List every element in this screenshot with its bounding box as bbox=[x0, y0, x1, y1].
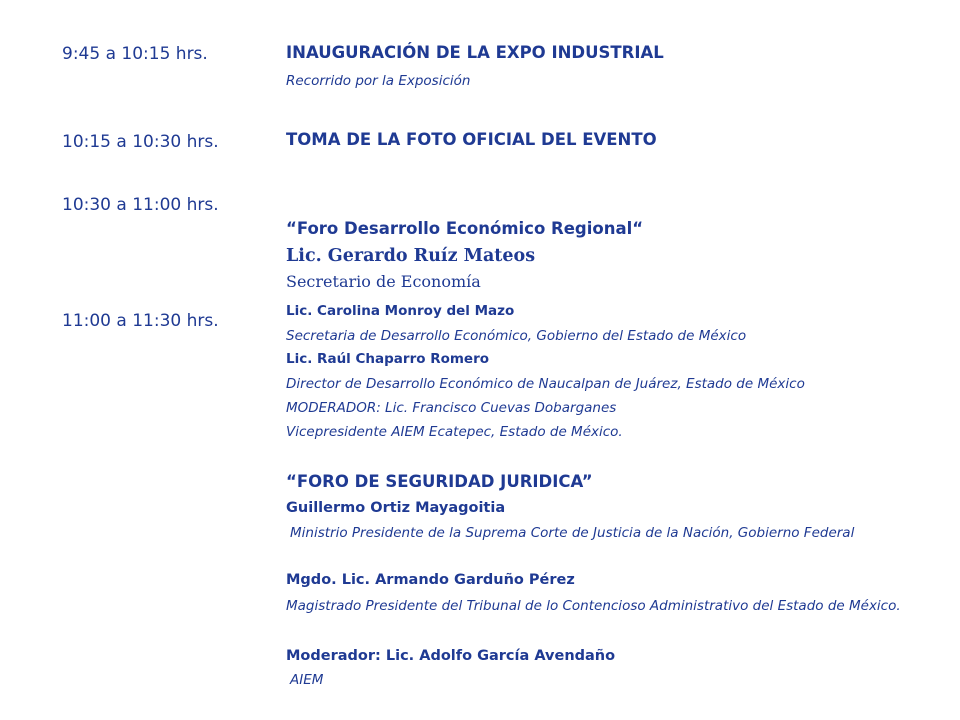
time-slot-1: 9:45 a 10:15 hrs. bbox=[62, 44, 208, 64]
foro-desarrollo-speaker1-role: Secretario de Economía bbox=[286, 272, 481, 291]
foro-seguridad-speaker1-role bbox=[286, 522, 914, 544]
foro-seguridad-speaker2-name: Mgdo. Lic. Armando Garduño Pérez bbox=[286, 572, 575, 588]
time-slot-4: 11:00 a 11:30 hrs. bbox=[62, 311, 219, 331]
foro-seguridad-speaker2-role-text: Magistrado Presidente del Tribunal de lo Contencioso Administrativo del Estado de México. bbox=[286, 598, 901, 614]
foro-seguridad-moderator-role: AIEM bbox=[290, 672, 324, 688]
inauguracion-subtitle: Recorrido por la Exposición bbox=[286, 73, 471, 89]
inauguracion-title: INAUGURACIÓN DE LA EXPO INDUSTRIAL bbox=[286, 43, 664, 62]
time-slot-2: 10:15 a 10:30 hrs. bbox=[62, 132, 219, 152]
foro-desarrollo-speaker3-name: Lic. Raúl Chaparro Romero bbox=[286, 351, 490, 367]
foro-seguridad-speaker1-name: Guillermo Ortiz Mayagoitia bbox=[286, 500, 506, 516]
foro-seguridad-speaker2-role bbox=[286, 595, 914, 617]
foro-desarrollo-speaker2-name: Lic. Carolina Monroy del Mazo bbox=[286, 303, 515, 319]
foro-desarrollo-speaker3-role: Director de Desarrollo Económico de Naucalpan de Juárez, Estado de México bbox=[286, 376, 805, 392]
foro-seguridad-moderator: Moderador: Lic. Adolfo García Avendaño bbox=[286, 648, 616, 664]
foro-desarrollo-speaker2-role: Secretaria de Desarrollo Económico, Gobierno del Estado de México bbox=[286, 328, 747, 344]
foro-desarrollo-moderator-role: Vicepresidente AIEM Ecatepec, Estado de México. bbox=[286, 424, 623, 440]
foro-desarrollo-moderator: MODERADOR: Lic. Francisco Cuevas Dobarganes bbox=[286, 400, 617, 416]
foro-desarrollo-speaker1-name: Lic. Gerardo Ruíz Mateos bbox=[286, 246, 536, 266]
foro-desarrollo-title: “Foro Desarrollo Económico Regional“ bbox=[286, 219, 644, 238]
foro-seguridad-title: “FORO DE SEGURIDAD JURIDICA” bbox=[286, 472, 593, 491]
time-slot-3: 10:30 a 11:00 hrs. bbox=[62, 195, 219, 215]
foro-seguridad-speaker1-role-text: Ministrio Presidente de la Suprema Corte de Justicia de la Nación, Gobierno Federal bbox=[290, 525, 855, 541]
foto-oficial-title: TOMA DE LA FOTO OFICIAL DEL EVENTO bbox=[286, 130, 657, 149]
